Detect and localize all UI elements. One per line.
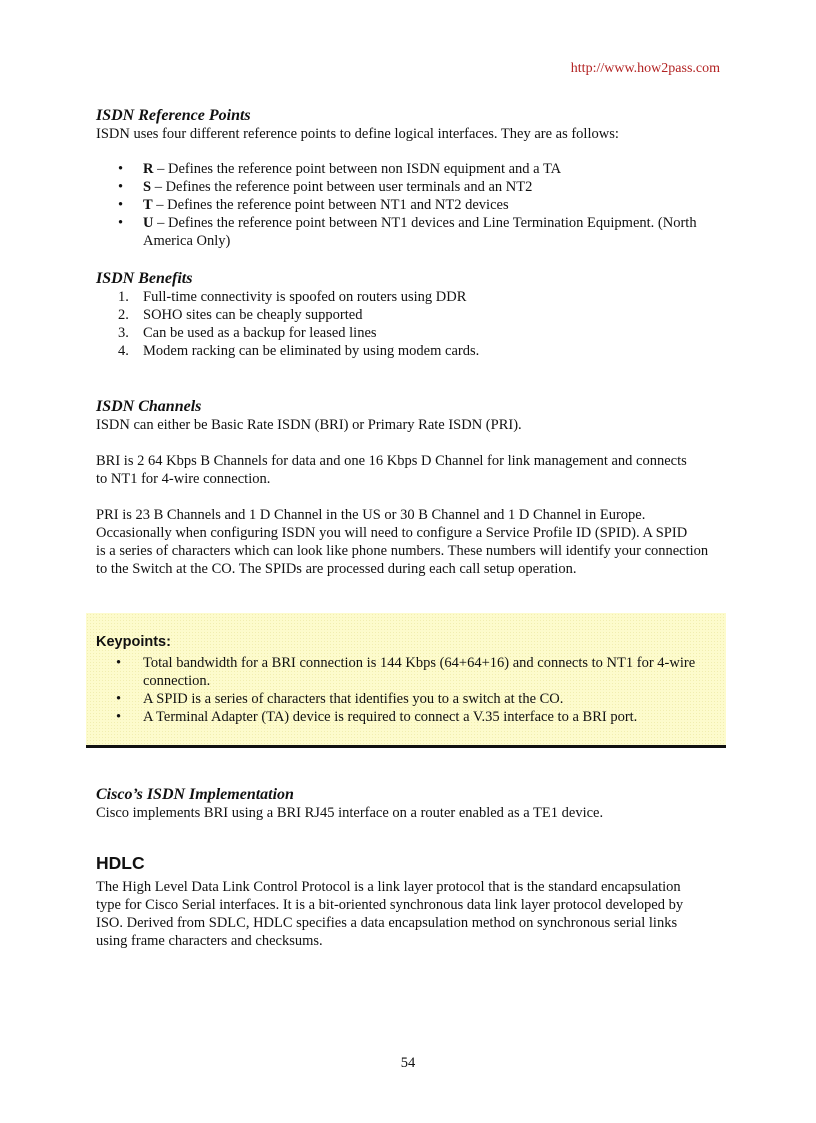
bullet-icon: • (118, 215, 124, 231)
bullet-icon: • (116, 709, 122, 725)
header-url[interactable]: http://www.how2pass.com (570, 61, 720, 76)
bullet-icon: • (118, 179, 124, 195)
bullet-icon: • (116, 655, 122, 671)
list-item (96, 324, 726, 342)
cisco-text: Cisco implements BRI using a BRI RJ45 interface on a router enabled as a TE1 device. (96, 805, 604, 821)
keypoint-text: Total bandwidth for a BRI connection is 144 Kbps (64+64+16) and connects to NT1 for 4-wire connection. (143, 655, 696, 689)
page-content (96, 106, 726, 950)
list-item (96, 306, 726, 324)
channels-paragraph: ISDN can either be Basic Rate ISDN (BRI) or Primary Rate ISDN (PRI). (96, 417, 522, 433)
list-item (96, 196, 726, 214)
term-description: – Defines the reference point between user terminals and an NT2 (151, 179, 533, 195)
term: U (143, 215, 154, 231)
benefits-list (96, 288, 726, 360)
term-description: – Defines the reference point between NT1 and NT2 devices (152, 197, 509, 213)
hdlc-line: ISO. Derived from SDLC, HDLC specifies a data encapsulation method on synchronous serial links (96, 915, 678, 931)
keypoint-text: A SPID is a series of characters that identifies you to a switch at the CO. (143, 691, 564, 707)
term-description: – Defines the reference point between non ISDN equipment and a TA (153, 161, 562, 177)
reference-points-intro: ISDN uses four different reference points to define logical interfaces. They are as follows: (96, 126, 619, 142)
term: R (143, 161, 154, 177)
bullet-icon: • (118, 161, 124, 177)
page-number: 54 (400, 1055, 416, 1071)
hdlc-title: HDLC (96, 853, 145, 873)
keypoints-box (86, 613, 726, 748)
list-item (96, 214, 726, 250)
term-description: – Defines the reference point between NT1 devices and Line Termination Equipment. (North America Only) (143, 215, 697, 249)
list-item (96, 288, 726, 306)
list-item (86, 708, 726, 726)
channels-bri-line: to NT1 for 4-wire connection. (96, 471, 271, 487)
channels-pri-line: Occasionally when configuring ISDN you will need to configure a Service Profile ID (SPID). A SPID (96, 525, 688, 541)
reference-points-title: ISDN Reference Points (96, 107, 251, 124)
hdlc-line: type for Cisco Serial interfaces. It is a bit-oriented synchronous data link layer protocol developed by (96, 897, 684, 913)
channels-title: ISDN Channels (96, 398, 202, 415)
list-text: SOHO sites can be cheaply supported (143, 307, 363, 323)
bullet-icon: • (116, 691, 122, 707)
list-number: 1. (118, 289, 129, 305)
list-number: 3. (118, 325, 129, 341)
list-text: Can be used as a backup for leased lines (143, 325, 377, 341)
list-item (86, 690, 726, 708)
cisco-title: Cisco’s ISDN Implementation (96, 786, 294, 803)
keypoints-title: Keypoints: (96, 634, 171, 650)
hdlc-line: using frame characters and checksums. (96, 933, 323, 949)
list-number: 2. (118, 307, 129, 323)
bullet-icon: • (118, 197, 124, 213)
list-item (96, 342, 726, 360)
reference-points-list (96, 160, 726, 250)
list-text: Modem racking can be eliminated by using modem cards. (143, 343, 480, 359)
list-item (96, 160, 726, 178)
channels-pri-line: to the Switch at the CO. The SPIDs are processed during each call setup operation. (96, 561, 577, 577)
list-item (86, 654, 726, 690)
list-text: Full-time connectivity is spoofed on routers using DDR (143, 289, 467, 305)
list-number: 4. (118, 343, 129, 359)
channels-pri-line: PRI is 23 B Channels and 1 D Channel in the US or 30 B Channel and 1 D Channel in Europe. (96, 507, 646, 523)
channels-bri-line: BRI is 2 64 Kbps B Channels for data and one 16 Kbps D Channel for link management and connects (96, 453, 687, 469)
list-item (96, 178, 726, 196)
hdlc-line: The High Level Data Link Control Protocol is a link layer protocol that is the standard encapsulation (96, 879, 681, 895)
term: S (143, 179, 152, 195)
term: T (143, 197, 153, 213)
keypoints-list (86, 654, 726, 726)
benefits-title: ISDN Benefits (96, 270, 193, 287)
keypoint-text: A Terminal Adapter (TA) device is required to connect a V.35 interface to a BRI port. (143, 709, 638, 725)
channels-pri-line: is a series of characters which can look like phone numbers. These numbers will identify your connection (96, 543, 709, 559)
